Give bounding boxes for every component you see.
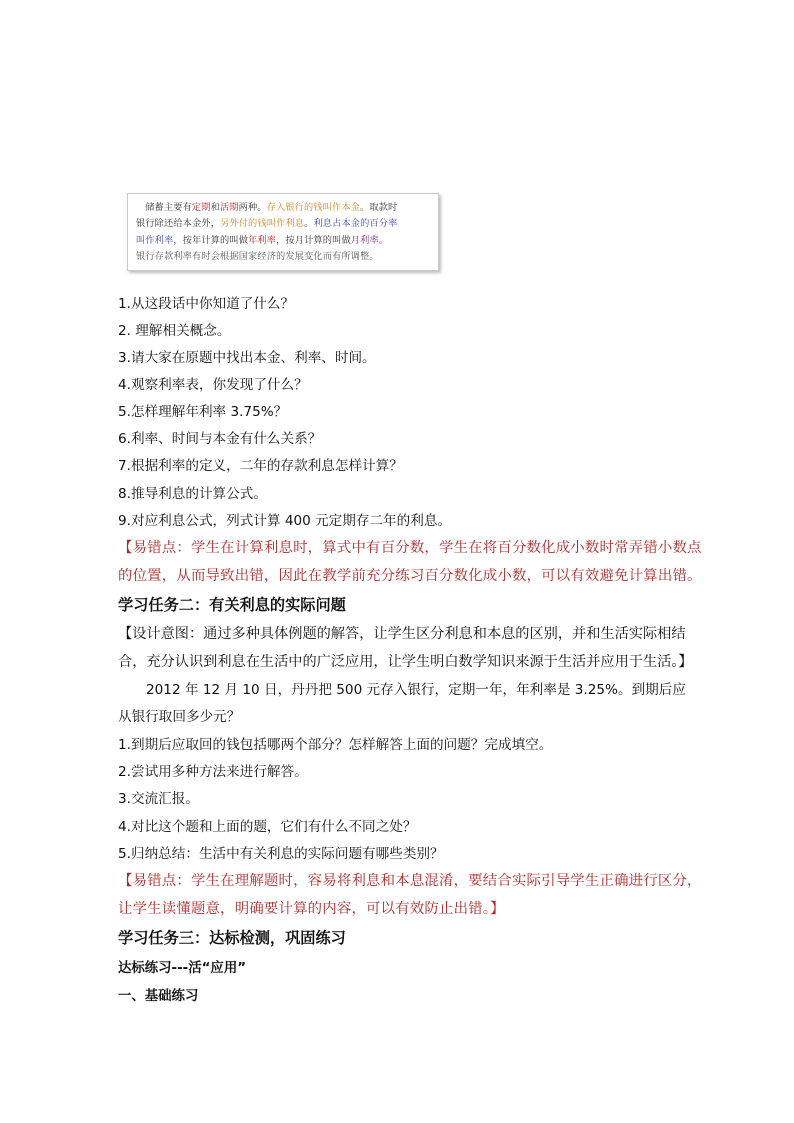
task-3-heading: 学习任务三：达标检测，巩固练习 [118, 929, 346, 947]
design-intent-line-2: 合，充分认识到利息在生活中的广泛应用，让学生明白数学知识来源于生活并应用于生活。】 [118, 654, 693, 670]
excerpt-term-current: 活期 [219, 202, 239, 213]
excerpt-text: 银行除还给本金外， [136, 218, 221, 230]
excerpt-line-3 [136, 233, 433, 249]
warning-1-line-2: 的位置，从而导致出错，因此在教学前充分练习百分数化成小数，可以有效避免计算出错。 [118, 568, 702, 584]
warning-2-line-2: 让学生读懂题意，明确要计算的内容，可以有效防止出错。】 [118, 901, 505, 917]
excerpt-line-1 [136, 200, 433, 216]
question-a-6: 6.利率、时间与本金有什么关系？ [118, 431, 322, 447]
excerpt-text: 储蓄主要有 [145, 202, 192, 213]
excerpt-text: ，按月计算的叫做 [276, 234, 351, 246]
excerpt-text: 两种。 [238, 202, 267, 213]
question-a-8: 8.推导利息的计算公式。 [118, 486, 267, 502]
excerpt-line-2 [136, 216, 433, 232]
excerpt-term-rate: 叫作利率 [136, 234, 174, 246]
question-b-4: 4.对比这个题和上面的题，它们有什么不同之处？ [118, 819, 417, 835]
excerpt-text: 。 [304, 218, 314, 230]
excerpt-line-4: 银行存款利率有时会根据国家经济的发展变化而有所调整。 [136, 250, 379, 262]
excerpt-term-interest: 另外付的钱叫作利息 [220, 218, 305, 230]
excerpt-text: 。 [378, 234, 389, 246]
example-problem-line-1: 2012 年 12 月 10 日，丹丹把 500 元存入银行，定期一年，年利率是 3.25%。到期后应 [146, 682, 686, 698]
question-a-3: 3.请大家在原题中找出本金、利率、时间。 [118, 350, 376, 366]
excerpt-term-monthly-rate: 月利率 [350, 234, 379, 246]
question-b-5: 5.归纳总结：生活中有关利息的实际问题有哪些类别？ [118, 846, 444, 862]
excerpt-term-fixed: 定期 [191, 202, 211, 213]
excerpt-text: 。取款时 [360, 202, 398, 213]
example-problem-line-2: 从银行取回多少元？ [118, 709, 241, 725]
excerpt-text: 和 [210, 202, 220, 213]
question-b-3: 3.交流汇报。 [118, 791, 199, 807]
warning-1-line-1: 【易错点：学生在计算利息时，算式中有百分数，学生在将百分数化成小数时常弄错小数点 [118, 540, 702, 556]
excerpt-term-rate-def: 利息占本金的百分率 [313, 218, 398, 230]
excerpt-term-annual-rate: 年利率 [248, 234, 277, 246]
excerpt-term-principal: 存入银行的钱叫作本金 [266, 202, 361, 213]
question-a-9: 9.对应利息公式，列式计算 400 元定期存二年的利息。 [118, 513, 452, 529]
question-a-1: 1.从这段话中你知道了什么？ [118, 296, 295, 312]
textbook-excerpt-box [127, 193, 439, 271]
excerpt-text: ，按年计算的叫做 [173, 234, 249, 246]
question-a-5: 5.怎样理解年利率 3.75%？ [118, 404, 288, 420]
question-b-1: 1.到期后应取回的钱包括哪两个部分？怎样解答上面的问题？完成填空。 [118, 737, 553, 753]
question-a-4: 4.观察利率表，你发现了什么？ [118, 377, 308, 393]
practice-title: 达标练习---活“应用” [118, 961, 247, 976]
warning-2-line-1: 【易错点：学生在理解题时，容易将利息和本息混淆，要结合实际引导学生正确进行区分， [118, 873, 702, 889]
question-a-7: 7.根据利率的定义，二年的存款利息怎样计算？ [118, 458, 403, 474]
task-2-heading: 学习任务二：有关利息的实际问题 [118, 596, 346, 614]
basic-practice-title: 一、基础练习 [118, 989, 199, 1004]
question-b-2: 2.尝试用多种方法来进行解答。 [118, 764, 308, 780]
design-intent-line-1: 【设计意图：通过多种具体例题的解答，让学生区分利息和本息的区别，并和生活实际相结 [118, 626, 686, 642]
question-a-2: 2. 理解相关概念。 [118, 323, 231, 339]
